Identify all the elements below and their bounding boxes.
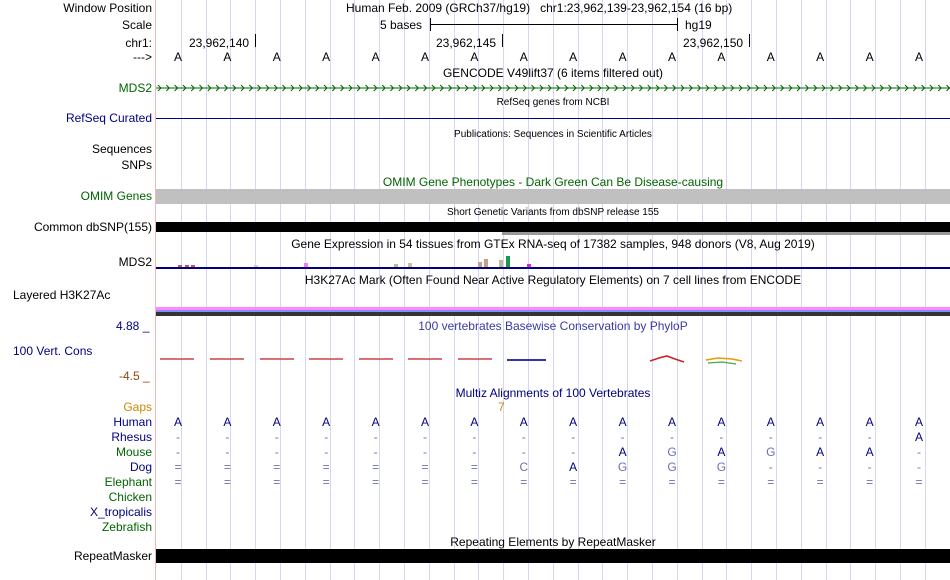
chrom-label: chr1: [125,36,152,50]
multiz-base: - [472,430,477,444]
multiz-base: A [173,415,182,429]
multiz-base: - [768,430,773,444]
base-letter: A [717,50,726,64]
window-position-value[interactable]: Human Feb. 2009 (GRCh37/hg19) chr1:23,962,139-23,962,154 (16 bp) [346,1,733,15]
base-letter: A [223,50,232,64]
gencode-item-label[interactable]: MDS2 [118,81,152,95]
ruler-tick [255,34,256,47]
multiz-base: G [766,445,776,459]
base-letter: A [322,50,331,64]
multiz-base: - [225,430,230,444]
multiz-base: - [324,445,329,459]
multiz-base: A [371,415,380,429]
phylop-max-label: 4.88 _ [116,319,150,333]
multiz-base: A [865,415,874,429]
multiz-base: - [818,460,823,474]
repeatmasker-label[interactable]: RepeatMasker [73,549,152,563]
phylop-title[interactable]: 100 vertebrates Basewise Conservation by PhyloP [418,319,688,333]
scale-value: 5 bases [380,18,423,32]
multiz-species-label[interactable]: Zebrafish [101,520,152,534]
multiz-base: G [667,460,677,474]
multiz-base: - [373,445,378,459]
multiz-base: = [717,475,725,489]
multiz-base: A [717,415,726,429]
base-letter: A [420,50,429,64]
multiz-base: A [569,415,578,429]
scale-bar [430,24,678,25]
multiz-base: A [717,445,726,459]
gencode-title[interactable]: GENCODE V49lift37 (6 items filtered out) [442,66,664,80]
multiz-base: = [421,460,429,474]
multiz-base: A [420,415,429,429]
scale-label: Scale [121,18,152,32]
dbsnp-label[interactable]: Common dbSNP(155) [33,220,152,234]
multiz-base: - [274,430,279,444]
multiz-base: - [176,445,180,459]
dbsnp-secondary-bar[interactable] [502,232,950,235]
base-letter: A [272,50,281,64]
multiz-base: - [373,430,378,444]
multiz-base: = [866,475,874,489]
multiz-base: - [521,430,526,444]
base-letter: A [618,50,627,64]
gtex-label[interactable]: MDS2 [118,255,152,269]
multiz-base: = [421,475,429,489]
multiz-base: = [273,475,281,489]
multiz-base: A [816,415,825,429]
omim-label[interactable]: OMIM Genes [80,189,152,203]
multiz-species-label[interactable]: Rhesus [111,430,152,444]
multiz-base: A [272,415,281,429]
multiz-base: - [620,430,625,444]
repeatmasker-feature-bar[interactable] [156,549,950,563]
multiz-base: - [768,460,773,474]
ruler-tick-label: 23,962,145 [436,36,497,50]
multiz-species-label[interactable]: Dog [129,460,152,474]
phylop-min-label: -4.5 _ [119,369,150,383]
omim-feature-bar[interactable] [156,189,950,204]
base-letter: A [667,50,676,64]
multiz-base: = [619,475,627,489]
gtex-expression-bars[interactable] [156,254,950,270]
multiz-base: = [372,460,380,474]
ruler-tick-label: 23,962,150 [683,36,744,50]
refseq-gene-line[interactable] [156,118,950,119]
multiz-base: = [668,475,676,489]
multiz-base: - [521,445,526,459]
multiz-base: A [766,415,775,429]
multiz-base: = [174,475,182,489]
multiz-base: = [470,460,478,474]
multiz-base: = [322,460,330,474]
multiz-base: C [519,460,529,474]
base-letter: A [816,50,825,64]
multiz-title[interactable]: Multiz Alignments of 100 Vertebrates [455,386,651,400]
scale-bar-right-tick [677,18,678,31]
multiz-species-label[interactable]: X_tropicalis [89,505,152,519]
ruler-tick-label: 23,962,140 [189,36,250,50]
h3k27ac-layer-dark[interactable] [156,312,950,316]
publications-snps-label[interactable]: SNPs [121,158,152,172]
multiz-base: = [273,460,281,474]
multiz-base: A [470,415,479,429]
repeatmasker-title[interactable]: Repeating Elements by RepeatMasker [450,535,656,549]
multiz-base: - [274,445,279,459]
multiz-base: A [865,445,874,459]
multiz-base: = [174,460,182,474]
gencode-gene-arrows[interactable] [156,81,950,95]
multiz-base: = [569,475,577,489]
multiz-base: - [571,430,576,444]
base-letter: A [865,50,874,64]
multiz-base: - [670,430,674,444]
assembly-name: hg19 [685,18,712,32]
multiz-base: - [818,430,823,444]
multiz-base: - [867,460,872,474]
multiz-base: - [423,445,427,459]
multiz-base: - [423,430,427,444]
h3k27ac-label[interactable]: Layered H3K27Ac [13,288,111,302]
multiz-base: G [617,460,628,474]
refseq-label[interactable]: RefSeq Curated [65,111,152,125]
multiz-base: - [324,430,329,444]
base-letter: A [470,50,479,64]
multiz-base: A [816,445,825,459]
multiz-base: - [719,430,724,444]
multiz-base: A [914,415,923,429]
multiz-species-label[interactable]: Mouse [115,445,152,459]
publications-label[interactable]: Sequences [91,142,152,156]
multiz-base: - [472,445,477,459]
base-letter: A [914,50,923,64]
multiz-base: A [569,460,578,474]
multiz-species-label[interactable]: Chicken [108,490,152,504]
dbsnp-title[interactable]: Short Genetic Variants from dbSNP release 155 [447,207,659,218]
strand-label: ---> [133,50,152,64]
multiz-base: = [470,475,478,489]
multiz-base: A [618,415,627,429]
multiz-base: - [917,445,921,459]
dbsnp-feature-bar[interactable] [156,222,950,232]
multiz-base: A [914,430,923,444]
multiz-species-label[interactable]: Human [113,415,152,429]
multiz-base: - [867,430,872,444]
multiz-base: G [667,445,677,459]
multiz-base: = [816,475,824,489]
multiz-base: A [322,415,331,429]
multiz-species-label[interactable]: Elephant [104,475,152,489]
multiz-base: = [915,475,923,489]
multiz-base: A [519,415,528,429]
multiz-base: A [618,445,627,459]
base-letter: A [173,50,182,64]
ruler-tick [502,34,503,47]
multiz-base: = [322,475,330,489]
multiz-base: - [917,460,921,474]
multiz-base: - [225,445,230,459]
multiz-base: = [520,475,528,489]
omim-title[interactable]: OMIM Gene Phenotypes - Dark Green Can Be Disease-causing [382,175,724,189]
multiz-base: = [223,475,231,489]
multiz-base: A [223,415,232,429]
phylop-label[interactable]: 100 Vert. Cons [13,344,93,358]
ruler-tick [749,34,750,47]
gtex-title[interactable]: Gene Expression in 54 tissues from GTEx RNA-seq of 17382 samples, 948 donors (V8, Aug 2019) [291,237,815,251]
publications-title[interactable]: Publications: Sequences in Scientific Articles [454,129,652,140]
multiz-gaps-label[interactable]: Gaps [123,400,152,414]
scale-bar-left-tick [430,18,431,31]
multiz-base: = [372,475,380,489]
multiz-base: G [716,460,727,474]
base-letter: A [519,50,528,64]
phylop-conservation-plot[interactable] [156,350,950,370]
multiz-base: - [176,430,180,444]
multiz-base: = [223,460,231,474]
refseq-title[interactable]: RefSeq genes from NCBI [496,97,610,108]
multiz-base: = [767,475,775,489]
multiz-base: A [667,415,676,429]
window-position-label: Window Position [63,1,152,15]
base-letter: A [569,50,578,64]
base-letter: A [766,50,775,64]
multiz-base: - [571,445,576,459]
h3k27ac-title[interactable]: H3K27Ac Mark (Often Found Near Active Regulatory Elements) on 7 cell lines from ENCODE [304,273,802,287]
multiz-gap-marker[interactable]: 7 [498,400,505,414]
base-letter: A [371,50,380,64]
